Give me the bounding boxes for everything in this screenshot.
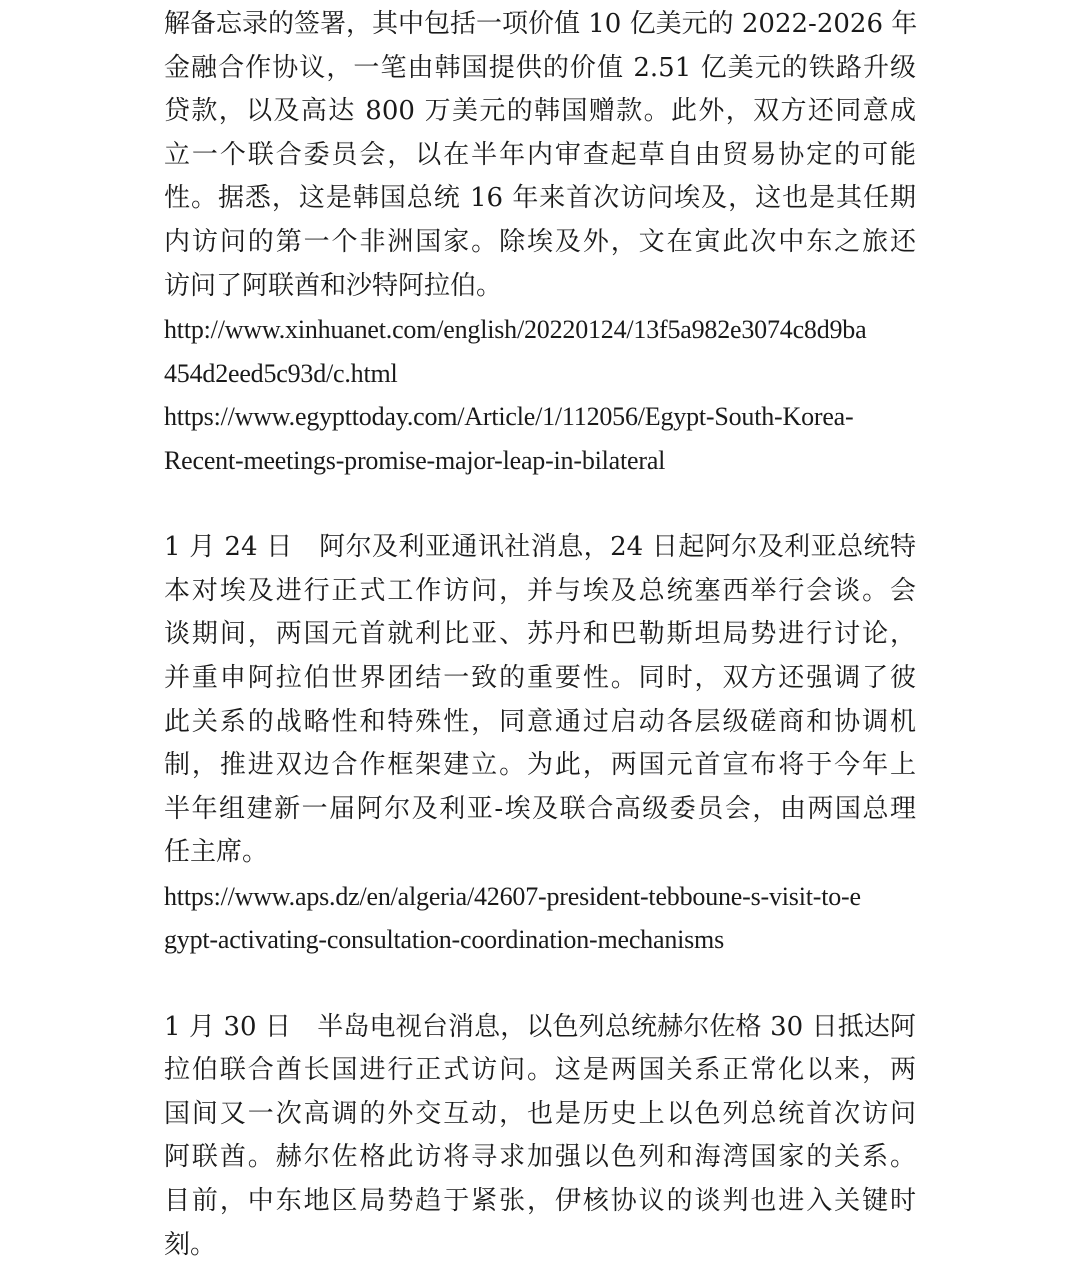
text-line: 阿联酋。赫尔佐格此访将寻求加强以色列和海湾国家的关系。 (164, 1142, 916, 1173)
text-line: 目前，中东地区局势趋于紧张，伊核协议的谈判也进入关键时 (164, 1186, 916, 1217)
text-line: 制，推进双边合作框架建立。为此，两国元首宣布将于今年上 (164, 750, 916, 781)
news-entry-israel-uae (164, 1006, 916, 1267)
text-line: 国间又一次高调的外交互动，也是历史上以色列总统首次访问 (164, 1098, 916, 1129)
paragraph-gap (164, 962, 916, 1006)
news-entry-algeria-egypt (164, 526, 916, 962)
text-line: 金融合作协议，一笔由韩国提供的价值 2.51 亿美元的铁路升级 (164, 52, 916, 83)
source-url-line[interactable]: Recent-meetings-promise-major-leap-in-bilateral (164, 445, 666, 475)
entry-heading-line: 1 月 30 日 半岛电视台消息，以色列总统赫尔佐格 30 日抵达阿 (164, 1011, 916, 1042)
source-url-line[interactable]: https://www.aps.dz/en/algeria/42607-president-tebboune-s-visit-to-e (164, 881, 861, 911)
paragraph-gap (164, 483, 916, 527)
source-url-line[interactable]: 454d2eed5c93d/c.html (164, 358, 398, 388)
text-line: 性。据悉，这是韩国总统 16 年来首次访问埃及，这也是其任期 (164, 183, 916, 214)
text-line: 刻。 (164, 1229, 217, 1260)
text-line: 访问了阿联酋和沙特阿拉伯。 (164, 270, 503, 301)
entry-heading-line: 1 月 24 日 阿尔及利亚通讯社消息，24 日起阿尔及利亚总统特 (164, 532, 916, 563)
text-line: 本对埃及进行正式工作访问，并与埃及总统塞西举行会谈。会 (164, 575, 916, 606)
text-line: 此关系的战略性和特殊性，同意通过启动各层级磋商和协调机 (164, 706, 916, 737)
text-line: 立一个联合委员会，以在半年内审查起草自由贸易协定的可能 (164, 139, 916, 170)
text-line: 贷款，以及高达 800 万美元的韩国赠款。此外，双方还同意成 (164, 96, 916, 127)
source-url-line[interactable]: gypt-activating-consultation-coordination-mechanisms (164, 925, 725, 955)
text-line: 任主席。 (164, 837, 269, 868)
text-line: 解备忘录的签署，其中包括一项价值 10 亿美元的 2022-2026 年 (164, 9, 918, 39)
text-line: 内访问的第一个非洲国家。除埃及外，文在寅此次中东之旅还 (164, 226, 916, 257)
text-line: 拉伯联合酋长国进行正式访问。这是两国关系正常化以来，两 (164, 1055, 916, 1086)
text-line: 并重申阿拉伯世界团结一致的重要性。同时，双方还强调了彼 (164, 662, 916, 693)
text-line: 谈期间，两国元首就利比亚、苏丹和巴勒斯坦局势进行讨论， (164, 619, 916, 650)
source-url-line[interactable]: https://www.egypttoday.com/Article/1/112056/Egypt-South-Korea- (164, 402, 854, 432)
source-url-line[interactable]: http://www.xinhuanet.com/english/20220124/13f5a982e3074c8d9ba (164, 315, 867, 345)
news-entry-korea-egypt (164, 3, 916, 483)
text-line: 半年组建新一届阿尔及利亚-埃及联合高级委员会，由两国总理 (164, 793, 916, 824)
